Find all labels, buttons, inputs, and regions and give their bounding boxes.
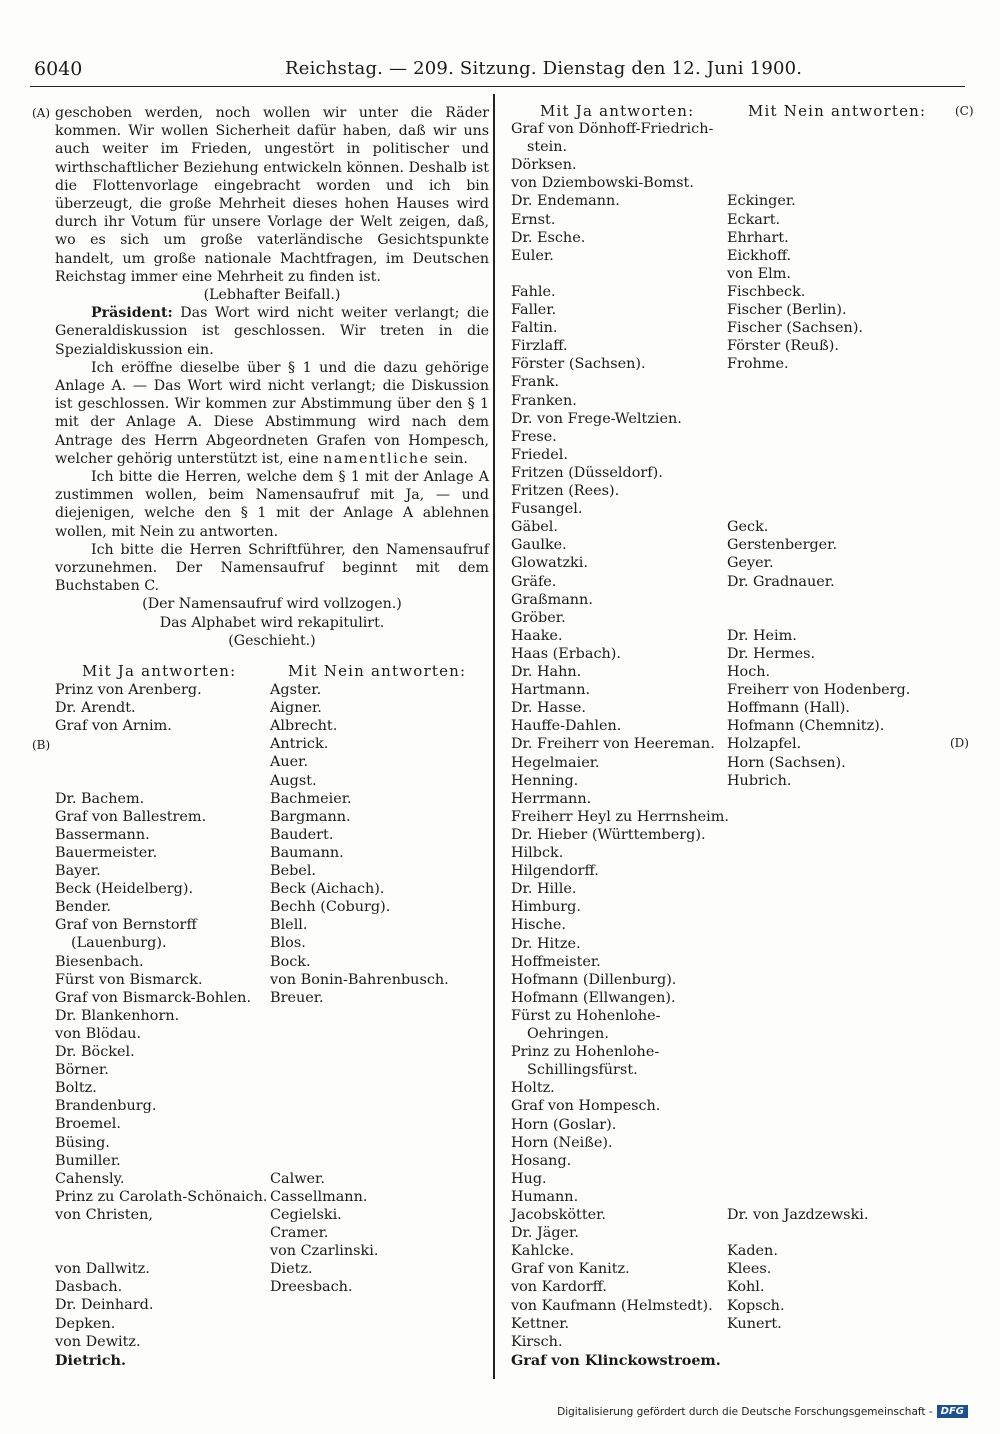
ja-name: von Dallwitz. bbox=[55, 1261, 150, 1278]
left-nein-header: Mit Nein antworten: bbox=[288, 662, 467, 680]
ja-name: von Dziembowski-Bomst. bbox=[511, 175, 694, 192]
ja-name: Dr. Hasse. bbox=[511, 700, 586, 717]
nein-name: Fischer (Berlin). bbox=[727, 302, 847, 318]
nein-name: Bachmeier. bbox=[270, 790, 352, 807]
ja-name: Euler. bbox=[511, 247, 554, 264]
ja-name: Humann. bbox=[511, 1188, 579, 1205]
ja-name: Bender. bbox=[55, 899, 111, 916]
paragraph-text: Ich eröffne dieselbe über § 1 und die dazu gehörige Anlage A. — Das Wort wird nicht verlangt; die Diskussion ist geschlossen. Wir kommen zur Abstimmung über den § 1 mit der Anlage A. Diese Abstimmung wird nach dem Antrage des Herrn Abgeordneten Grafen von Hompesch, welcher gehörig unterstützt ist, eine bbox=[55, 359, 489, 467]
nein-name: von Elm. bbox=[727, 265, 791, 282]
ja-name: Haake. bbox=[511, 627, 563, 644]
ja-name: Hilbck. bbox=[511, 845, 564, 861]
speaker-name: Präsident: bbox=[91, 305, 173, 322]
ja-name: Fürst von Bismarck. bbox=[55, 971, 203, 988]
ja-name: Prinz zu Carolath-Schönaich. bbox=[55, 1188, 268, 1205]
ja-name: Frese. bbox=[511, 428, 557, 445]
ja-name: Bauermeister. bbox=[55, 844, 158, 861]
nein-name: Geyer. bbox=[727, 555, 774, 572]
nein-name: Blos. bbox=[270, 935, 306, 952]
nein-name: Dr. Heim. bbox=[727, 627, 797, 644]
nein-name: Geck. bbox=[727, 519, 769, 536]
ja-name: Himburg. bbox=[511, 899, 581, 916]
nein-name: Aigner. bbox=[270, 700, 322, 717]
footer-text: Digitalisierung gefördert durch die Deutsche Forschungsgemeinschaft - bbox=[557, 1405, 933, 1418]
ja-name: Haas (Erbach). bbox=[511, 645, 621, 662]
ja-name: Graf von Bismarck-Bohlen. bbox=[55, 989, 252, 1006]
ja-name: Dr. Bachem. bbox=[55, 790, 145, 807]
paragraph-text: (Der Namensaufruf wird vollzogen.) bbox=[142, 596, 402, 613]
paragraph-text: Ich bitte die Herren, welche dem § 1 mit der Anlage A zustimmen wollen, beim Namensaufruf mit Ja, — und diejenigen, welche den § 1 mit der Anlage A ablehnen wollen, mit Nein zu antworten. bbox=[55, 469, 489, 540]
ja-name: von Kardorff. bbox=[511, 1279, 607, 1296]
ja-name: Horn (Goslar). bbox=[511, 1116, 617, 1133]
paragraph bbox=[55, 541, 489, 596]
ja-name: Faltin. bbox=[511, 320, 558, 337]
paragraph-text: (Lebhafter Beifall.) bbox=[203, 287, 341, 304]
running-title: Reichstag. — 209. Sitzung. Dienstag den 12. Juni 1900. bbox=[285, 58, 803, 79]
left-ja-header: Mit Ja antworten: bbox=[82, 662, 237, 680]
ja-name: von Christen, bbox=[55, 1206, 153, 1223]
nein-name: Calwer. bbox=[270, 1170, 325, 1187]
ja-name: Hische. bbox=[511, 917, 566, 934]
ja-name: Beck (Heidelberg). bbox=[55, 881, 194, 898]
nein-name: Cramer. bbox=[270, 1225, 329, 1241]
nein-name: Dietz. bbox=[270, 1261, 313, 1278]
ja-name: Graf von Dönhoff-Friedrich- bbox=[511, 121, 714, 137]
nein-name: Cassellmann. bbox=[270, 1188, 368, 1205]
ja-name: Depken. bbox=[55, 1315, 116, 1332]
ja-name: Fritzen (Rees). bbox=[511, 483, 620, 499]
nein-name: Förster (Reuß). bbox=[727, 338, 839, 355]
nein-name: Agster. bbox=[270, 682, 322, 698]
ja-name: Dr. Esche. bbox=[511, 229, 586, 246]
nein-name: Freiherr von Hodenberg. bbox=[727, 682, 911, 699]
ja-name: Dr. Jäger. bbox=[511, 1225, 579, 1242]
nein-name: Fischer (Sachsen). bbox=[727, 320, 864, 337]
ja-name: Dr. Arendt. bbox=[55, 700, 136, 717]
ja-name: Gräfe. bbox=[511, 573, 557, 590]
nein-name: Kohl. bbox=[727, 1279, 765, 1296]
margin-mark-c: (C) bbox=[955, 104, 974, 118]
ja-name: Faller. bbox=[511, 302, 557, 318]
nein-name: Kunert. bbox=[727, 1315, 782, 1332]
margin-mark-b: (B) bbox=[32, 738, 51, 752]
ja-name: Biesenbach. bbox=[55, 953, 144, 970]
ja-name: Bayer. bbox=[55, 863, 101, 879]
ja-name: Firzlaff. bbox=[511, 338, 568, 355]
paragraph bbox=[55, 304, 489, 359]
left-column-text bbox=[55, 104, 489, 650]
dfg-logo: DFG bbox=[937, 1405, 968, 1418]
right-vote-list bbox=[511, 121, 951, 1371]
paragraph-text: Das Wort wird nicht weiter verlangt; die Generaldiskussion ist geschlossen. Wir treten in die Spezialdiskussion ein. bbox=[55, 305, 489, 358]
ja-name: Dr. Böckel. bbox=[55, 1044, 135, 1060]
ja-name: Henning. bbox=[511, 772, 579, 789]
nein-name: Cegielski. bbox=[270, 1206, 342, 1223]
ja-name: Dr. Endemann. bbox=[511, 193, 620, 210]
ja-name: Schillingsfürst. bbox=[527, 1062, 638, 1079]
ja-name: Ernst. bbox=[511, 211, 556, 228]
nein-name: Dr. von Jazdzewski. bbox=[727, 1207, 869, 1223]
nein-name: Auer. bbox=[270, 754, 309, 771]
ja-name: Herrmann. bbox=[511, 790, 592, 807]
nein-name: Dr. Hermes. bbox=[727, 645, 816, 662]
paragraph bbox=[55, 104, 489, 286]
paragraph-tail: sein. bbox=[429, 450, 468, 467]
page-header bbox=[30, 56, 965, 87]
page-number: 6040 bbox=[34, 58, 83, 80]
ja-name: Dr. Freiherr von Heereman. bbox=[511, 736, 715, 753]
ja-name: Brandenburg. bbox=[55, 1098, 157, 1115]
nein-name: Frohme. bbox=[727, 356, 789, 373]
ja-name: Fusangel. bbox=[511, 501, 583, 518]
ja-name: Förster (Sachsen). bbox=[511, 356, 646, 373]
ja-name: Graf von Klinckowstroem. bbox=[511, 1351, 721, 1369]
ja-name: Graf von Kanitz. bbox=[511, 1261, 630, 1278]
right-nein-header: Mit Nein antworten: bbox=[748, 102, 927, 120]
ja-name: Büsing. bbox=[55, 1134, 110, 1151]
ja-name: Graf von Arnim. bbox=[55, 718, 172, 735]
ja-name: Franken. bbox=[511, 392, 577, 409]
ja-name: (Lauenburg). bbox=[71, 935, 167, 952]
right-ja-header: Mit Ja antworten: bbox=[540, 102, 695, 120]
nein-name: Dr. Gradnauer. bbox=[727, 573, 835, 590]
ja-name: Gaulke. bbox=[511, 537, 567, 554]
ja-name: Fahle. bbox=[511, 283, 556, 300]
nein-name: Horn (Sachsen). bbox=[727, 754, 846, 771]
ja-name: Kettner. bbox=[511, 1315, 570, 1332]
margin-mark-d: (D) bbox=[950, 736, 969, 750]
nein-name: Eckart. bbox=[727, 211, 781, 228]
ja-name: Boltz. bbox=[55, 1080, 97, 1097]
ja-name: Prinz zu Hohenlohe- bbox=[511, 1044, 660, 1061]
nein-name: Kaden. bbox=[727, 1243, 778, 1260]
nein-name: Ehrhart. bbox=[727, 229, 789, 246]
paragraph bbox=[55, 632, 489, 650]
ja-name: Hilgendorff. bbox=[511, 863, 599, 880]
nein-name: Hubrich. bbox=[727, 772, 792, 789]
nein-name: Bargmann. bbox=[270, 808, 351, 825]
nein-name: Holzapfel. bbox=[727, 736, 802, 753]
paragraph-text: Ich bitte die Herren Schriftführer, den Namensaufruf vorzunehmen. Der Namensaufruf beginnt mit dem Buchstaben C. bbox=[55, 541, 489, 595]
paragraph-text: Das Alphabet wird rekapitulirt. bbox=[159, 614, 385, 631]
ja-name: Dr. von Frege-Weltzien. bbox=[511, 410, 682, 427]
ja-name: Horn (Neiße). bbox=[511, 1134, 613, 1151]
nein-name: Blell. bbox=[270, 917, 308, 934]
ja-name: Broemel. bbox=[55, 1116, 121, 1133]
nein-name: von Bonin-Bahrenbusch. bbox=[270, 971, 449, 988]
nein-name: Eckinger. bbox=[727, 193, 796, 210]
ja-name: Dasbach. bbox=[55, 1279, 123, 1296]
ja-name: von Dewitz. bbox=[55, 1333, 141, 1350]
paragraph-text: (Geschieht.) bbox=[228, 632, 316, 649]
ja-name: Dr. Hille. bbox=[511, 881, 577, 898]
ja-name: Dr. Hahn. bbox=[511, 664, 582, 680]
ja-name: Hauffe-Dahlen. bbox=[511, 718, 622, 735]
nein-name: Augst. bbox=[270, 772, 317, 789]
ja-name: Gäbel. bbox=[511, 519, 558, 536]
ja-name: Kahlcke. bbox=[511, 1243, 575, 1260]
margin-mark-a: (A) bbox=[32, 106, 51, 120]
ja-name: Dietrich. bbox=[55, 1351, 127, 1369]
ja-name: Bassermann. bbox=[55, 826, 150, 843]
ja-name: Holtz. bbox=[511, 1080, 555, 1097]
ja-name: Frank. bbox=[511, 374, 560, 391]
ja-name: Dr. Deinhard. bbox=[55, 1297, 154, 1314]
nein-name: Hofmann (Chemnitz). bbox=[727, 718, 885, 735]
ja-name: Cahensly. bbox=[55, 1170, 125, 1187]
nein-name: Kopsch. bbox=[727, 1297, 785, 1314]
nein-name: Bechh (Coburg). bbox=[270, 899, 391, 916]
paragraph bbox=[55, 595, 489, 613]
ja-name: Graßmann. bbox=[511, 591, 593, 608]
nein-name: Beck (Aichach). bbox=[270, 881, 385, 898]
paragraph bbox=[55, 359, 489, 468]
ja-name: Hoffmeister. bbox=[511, 953, 601, 970]
ja-name: stein. bbox=[527, 139, 568, 156]
nein-name: von Czarlinski. bbox=[270, 1243, 379, 1260]
ja-name: Graf von Hompesch. bbox=[511, 1098, 661, 1115]
left-vote-list bbox=[55, 682, 490, 1372]
nein-name: Albrecht. bbox=[270, 718, 338, 735]
ja-name: Dr. Hieber (Württemberg). bbox=[511, 826, 706, 843]
column-divider bbox=[493, 94, 495, 1379]
digitization-footer bbox=[557, 1405, 968, 1418]
nein-name: Baudert. bbox=[270, 826, 334, 843]
paragraph bbox=[55, 286, 489, 304]
ja-name: Bumiller. bbox=[55, 1152, 121, 1169]
ja-name: Hug. bbox=[511, 1170, 547, 1187]
ja-name: Jacobskötter. bbox=[511, 1207, 607, 1223]
ja-name: Fürst zu Hohenlohe- bbox=[511, 1007, 661, 1024]
nein-name: Hoffmann (Hall). bbox=[727, 700, 850, 717]
ja-name: Prinz von Arenberg. bbox=[55, 682, 202, 698]
ja-name: Oehringen. bbox=[527, 1026, 609, 1042]
ja-name: Glowatzki. bbox=[511, 555, 588, 572]
nein-name: Gerstenberger. bbox=[727, 537, 838, 554]
nein-name: Baumann. bbox=[270, 844, 344, 861]
paragraph bbox=[55, 614, 489, 632]
nein-name: Breuer. bbox=[270, 989, 324, 1006]
nein-name: Hoch. bbox=[727, 664, 771, 680]
ja-name: Hosang. bbox=[511, 1152, 572, 1169]
nein-name: Fischbeck. bbox=[727, 283, 806, 300]
ja-name: Friedel. bbox=[511, 446, 568, 463]
emphasized-text: namentliche bbox=[323, 450, 430, 467]
ja-name: Hartmann. bbox=[511, 682, 591, 699]
ja-name: Gröber. bbox=[511, 609, 566, 626]
nein-name: Klees. bbox=[727, 1261, 772, 1278]
ja-name: von Kaufmann (Helmstedt). bbox=[511, 1297, 713, 1314]
nein-name: Bock. bbox=[270, 953, 311, 970]
ja-name: Graf von Bernstorff bbox=[55, 917, 197, 934]
nein-name: Bebel. bbox=[270, 863, 316, 879]
ja-name: Freiherr Heyl zu Herrnsheim. bbox=[511, 808, 729, 825]
ja-name: Hofmann (Dillenburg). bbox=[511, 971, 677, 988]
ja-name: Dr. Hitze. bbox=[511, 935, 581, 952]
ja-name: Fritzen (Düsseldorf). bbox=[511, 464, 663, 481]
ja-name: Graf von Ballestrem. bbox=[55, 808, 207, 825]
paragraph-text: geschoben werden, noch wollen wir unter die Räder kommen. Wir wollen Sicherheit dafür haben, daß wir uns auch weiter im Frieden, ungestört in politischer und wirthschaftlicher Beziehung entwickeln können. Deshalb ist die Flottenvorlage eingebracht worden und ich bin überzeugt, die große Mehrheit dieses hohen Hauses wird durch ihr Votum für unsere Vorlage der Welt zeigen, daß, wo es sich um große vaterländische Gesichtspunkte handelt, um große nationale Machtfragen, im Deutschen Reichstag immer eine Mehrheit zu finden ist. bbox=[55, 105, 489, 285]
ja-name: Kirsch. bbox=[511, 1333, 563, 1350]
ja-name: Hegelmaier. bbox=[511, 754, 600, 771]
ja-name: Börner. bbox=[55, 1062, 109, 1079]
nein-name: Dreesbach. bbox=[270, 1279, 353, 1296]
nein-name: Eickhoff. bbox=[727, 247, 792, 264]
nein-name: Antrick. bbox=[270, 736, 329, 753]
ja-name: von Blödau. bbox=[55, 1025, 142, 1042]
ja-name: Dr. Blankenhorn. bbox=[55, 1007, 180, 1024]
ja-name: Dörksen. bbox=[511, 157, 577, 174]
paragraph bbox=[55, 468, 489, 541]
ja-name: Hofmann (Ellwangen). bbox=[511, 989, 676, 1006]
